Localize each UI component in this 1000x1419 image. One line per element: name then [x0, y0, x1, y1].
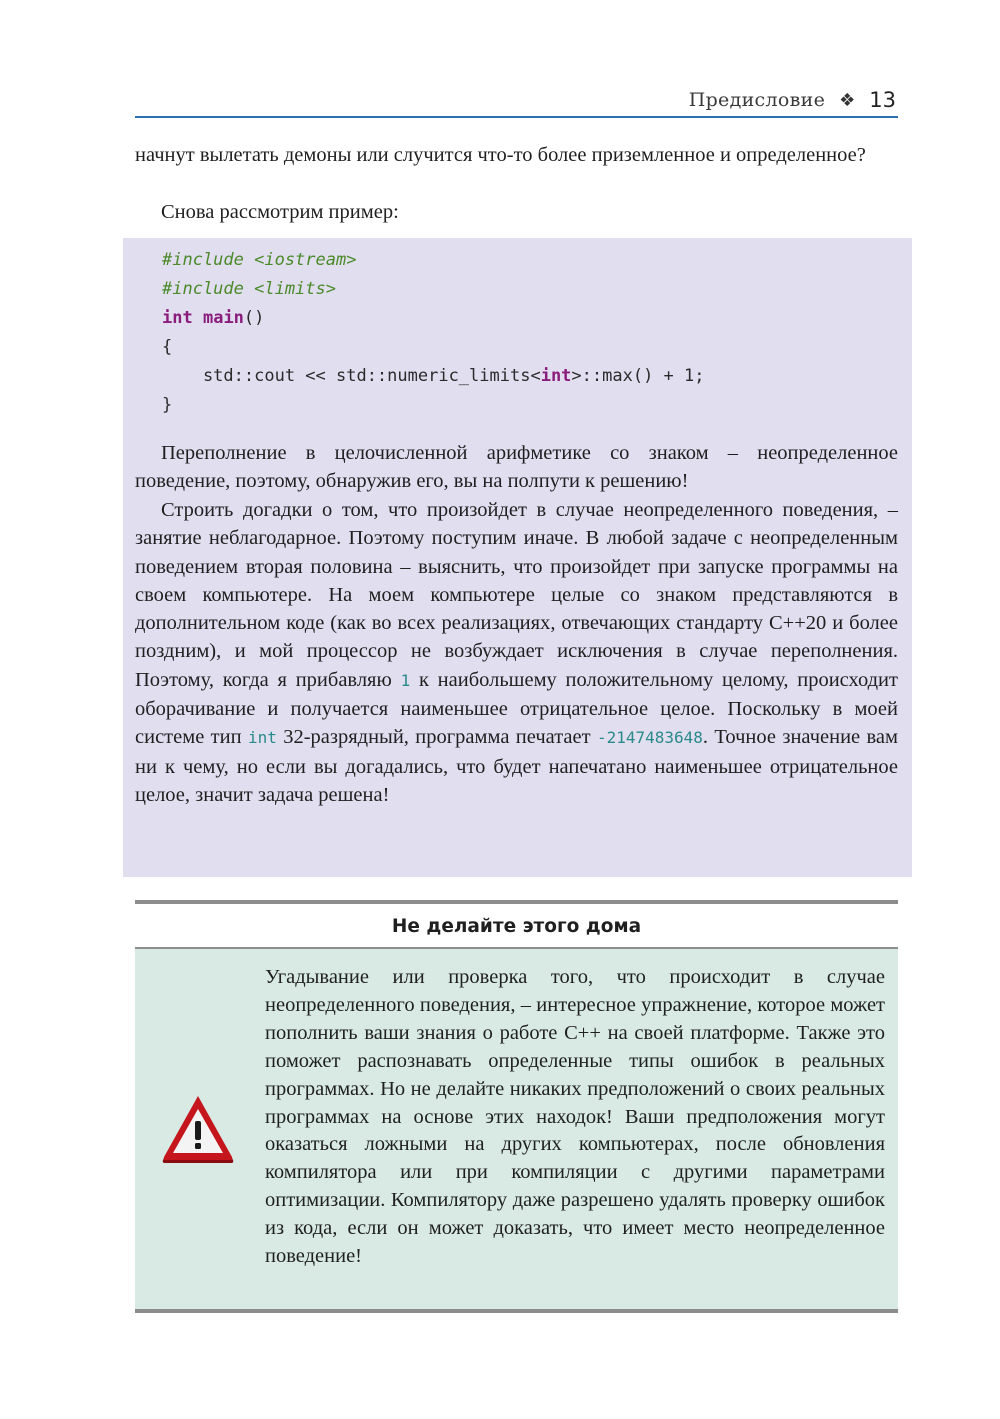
- code-keyword-int: int: [540, 366, 572, 386]
- code-line: [162, 304, 704, 333]
- inline-code-one: 1: [400, 670, 411, 690]
- warning-top-rule: [135, 900, 898, 904]
- warning-exclamation-bar: [195, 1121, 201, 1140]
- code-close-brace: }: [162, 395, 173, 415]
- paragraph-guess-part4: . Точное значение вам ни к чему, но если вы догадались, что будет напечатано наименьшее отрицательное целое, значит задача решена!: [135, 726, 898, 806]
- inline-code-min-int: -2147483648: [596, 728, 703, 748]
- code-include-iostream: #include <iostream>: [162, 250, 357, 270]
- code-cout-end: >::max() + 1;: [571, 366, 705, 386]
- warning-title: Не делайте этого дома: [391, 916, 642, 937]
- code-line: [162, 391, 704, 420]
- page-number: 13: [869, 88, 896, 112]
- code-keyword-int: int: [162, 308, 193, 328]
- example-intro-text: Снова рассмотрим пример:: [161, 201, 399, 223]
- page-header: [135, 84, 898, 118]
- code-open-brace: {: [162, 337, 173, 357]
- code-line: [162, 275, 704, 304]
- inline-code-int: int: [247, 728, 277, 748]
- paragraph-guess: [135, 496, 898, 809]
- code-cout-start: std::cout << std::numeric_limits<: [162, 366, 541, 386]
- paragraph-guess-part2: к наибольшему положительному целому, происходит оборачивание и получается наименьшее отрицательное целое. Поскольку в моей системе тип: [135, 668, 898, 749]
- code-line: [162, 333, 704, 362]
- warning-bottom-rule: [135, 1309, 898, 1313]
- paragraph-overflow-text: Переполнение в целочисленной арифметике со знаком – неопределенное поведение, поэтому, обнаружив его, вы на полпути к решению!: [135, 442, 898, 493]
- ornament-icon: ❖: [839, 89, 856, 111]
- warning-exclamation-dot: [195, 1143, 201, 1149]
- code-function-main: main: [202, 308, 244, 328]
- code-listing: [162, 246, 704, 420]
- warning-text: Угадывание или проверка того, что происходит в случае неопределенного поведения, – интересное упражнение, которое может пополнить ваши знания о работе С++ на своей платформе. Также это поможет распознавать определенные типы ошибок в реальных программах. Но не делайте никаких предположений о своих реальных программах на основе этих находок! Ваши предположения могут оказаться ложными на других компьютерах, после обновления компилятора или при компиляции с другими параметрами оптимизации. Компилятору даже разрешено удалять проверку ошибок из кода, если он может доказать, что имеет место неопределенное поведение!: [265, 966, 885, 1268]
- intro-paragraph: начнут вылетать демоны или случится что-то более приземленное и определенное?: [135, 144, 866, 166]
- running-head: Предисловие: [688, 89, 826, 111]
- paragraph-guess-part1: Строить догадки о том, что произойдет в случае неопределенного поведения, – занятие неблагодарное. Поэтому поступим иначе. В любой задаче с неопределенным поведением вторая половина – выяснить, что произойдет при запуске программы на своем компьютере. На моем компьютере целые со знаком представляются в дополнительном коде (как во всех реализациях, отвечающих стандарту С++20 и более поздним), и мой процессор не возбуждает исключения в случае переполнения. Поэтому, когда я прибавляю: [135, 499, 898, 691]
- code-line: [162, 362, 704, 391]
- warning-triangle-icon: [160, 1094, 236, 1166]
- paragraph-overflow: [135, 439, 898, 496]
- code-include-limits: #include <limits>: [162, 279, 336, 299]
- paragraph-guess-part3: 32-разрядный, программа печатает: [276, 726, 597, 749]
- code-parens: (): [243, 308, 265, 328]
- example-intro: [135, 198, 898, 226]
- code-line: [162, 246, 704, 275]
